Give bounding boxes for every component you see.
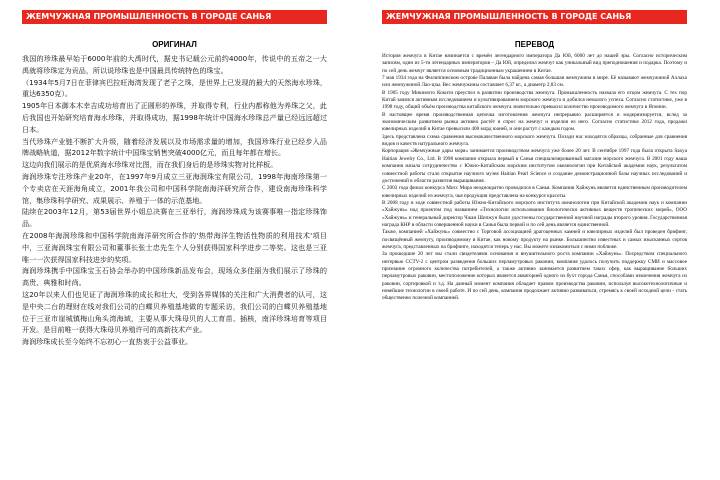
- original-header-banner: ЖЕМЧУЖНАЯ ПРОМЫШЛЕННОСТЬ В ГОРОДЕ САНЬЯ: [22, 10, 327, 24]
- original-paragraph: 我国的珍珠最早始于6000年前的大禹时代，据史书记载公元前约4000年，传说中的五帝之一大禹就将珍珠定为贡品，所以说珍珠也是中国最具传统特色的珠宝。: [22, 54, 327, 75]
- translation-paragraph: В настоящее время производственная цепочка изготовления жемчуга непрерывно расширяется и модернизируется, вслед за экономическим развитием рынка активно растёт и спрос на жемчуг и изделия из него. Согласно статистике 2012 года, продажи ювелирных изделий в Китае превысили 400 млрд юаней, и они растут с каждым годом.: [382, 111, 687, 133]
- translation-paragraph: История жемчуга в Китае начинается с времён легендарного императора Да Юй, 6000 лет до нашей эры. Согласно историческим записям, один из 5-ти легендарных императоров – Да Юй, определил жемчуг как уникальный вид преподношения и подарка. Поэтому и по сей день жемчуг является основным традиционным украшением в Китае.: [382, 53, 687, 74]
- original-paragraph: 这20年以来人们也见证了海润珍珠的成长和壮大，受到各界媒体的关注和广大消费者的认可，这是中央二台的理财在线对我们公司的白蝶贝养殖基地做的专题采访，我们公司的白蝶贝养殖基地位于三亚市崖城镇梅山角头湾海域，主要从事大珠母贝的人工育苗、插核，南洋珍珠培育等项目开发。是目前唯一获得大珠母贝养殖许可的高新技术产业。: [22, 289, 327, 335]
- original-paragraph: 海润珍珠专注珍珠产业20年，在1997年9月成立三亚海润珠宝有限公司，1998年海南珍珠第一个专卖店在天涯海角成立，2001年我公司和中国科学院南海洋研究所合作，建设南海珍珠科学馆，集珍珠科学研究、成果展示、养殖于一体的示范基地。: [22, 171, 327, 205]
- translation-text: [382, 53, 687, 303]
- translation-paragraph: Корпорация «Жемчужные дары моря» занимается производством жемчуга уже более 20 лет. В сентябре 1997 года была открыта Sanya Haitian Jewelry Co., Ltd. В 1998 компания открыла первый в Санья специализированный магазин морского жемчуга. В 2001 году наша компания начала сотрудничество с Южно-Китайским морским институтом океанологии при Китайской академии наук, результатом совместной работы стало открытие научного музея Haitian Pearl Science и создание демонстрационной базы научных исследований и достижений в области развития выращивания.: [382, 148, 687, 184]
- original-paragraph: 陆续在2003年12月，第53届世界小姐总决赛在三亚举行，海润珍珠成为该赛事唯一指定珍珠饰品。: [22, 207, 327, 229]
- translation-paragraph: За прошедшие 20 лет мы стали свидетелями основания и внушительного роста компании «Хайжунь». Посредством специального интервью CCTV-2 с центром разведения больших перламутровых раковин, компания удалось получить поддержку СМИ и массовое признание огромного количества потребителей, а также активно занимается развитием таких сфер, как выращивание больших перламутровых раковин, местоположение которых является акваторией одного из бухт города Санья, способами извлечения жемчуга из раковин, сортировкой и т.д. На данный момент компания обладает правом производства раковин, используя высокотехнологичные и новейшие технологии в своей работе. И по сей день, компания продолжает активно развиваться, стремясь к своей исходной цели - стать общественно полезной компанией.: [382, 251, 687, 302]
- original-title: ОРИГИНАЛ: [152, 40, 197, 49]
- original-paragraph: 这边向我们展示的是优质海水珍珠对比图，而在我们身后的是珍珠实物对比样板。: [22, 160, 278, 170]
- translation-paragraph: 7 мая 1934 года на Филиппинском острове Палаван была найдена самая большая жемчужина в мире. Её называют жемчужиной Аллаха или жемчужиной Лао-цзы. Вес жемчужины составляет 6,37 кг., а диаметр 2,83 см.: [382, 75, 687, 89]
- translation-header-banner: ЖЕМЧУЖНАЯ ПРОМЫШЛЕННОСТЬ В ГОРОДЕ САНЬЯ: [382, 10, 687, 24]
- original-paragraph: （1934年5月7日在菲律宾巴拉旺海湾发现了老子之珠，是世界上已发现的最大的天然海水珍珠，重达6350克）。: [22, 77, 327, 99]
- original-paragraph: 1905年日本御本木幸吉成功培育出了正圆形的养珠，并取得专利，行业内都称他为养珠之父，此后我国也开始研究培育海水珍珠，并取得成功，据1998年统计中国海水珍珠总产量已经远远超过日本。: [22, 101, 327, 134]
- original-paragraph: 在2008年海润珍珠和中国科学院南海洋研究所合作的'热带海洋生物活性物质的利用技术'项目中，三亚海润珠宝有限公司和董事长张士忠先生个人分别获得国家科学进步二等奖。这也是三亚唯一一次获得国家科技进步的奖项。: [22, 230, 327, 264]
- original-column: [22, 10, 327, 348]
- original-text: [22, 53, 327, 348]
- translation-paragraph: В 1905 году Микимото Кокити преуспел в развитии производства жемчуга. Промышленность назвала его отцом жемчуга. С тех пор Китай занялся активным исследованием и культивированием морского жемчуга и добился немалого успеха. Согласно статистике, уже в 1998 году, общий объём производства китайского жемчуга значительно превысил количество производимого жемчуга в Японии.: [382, 89, 687, 111]
- translation-title: ПЕРЕВОД: [514, 40, 555, 49]
- original-paragraph: 海润珍珠携手中国珠宝玉石协会举办的中国珍珠新品发布会，现场众多佳丽为我们展示了珍珠的高贵、典雅和时尚。: [22, 266, 327, 288]
- translation-column: [382, 10, 687, 303]
- original-paragraph: 当代珍珠产业链不断扩大升级，随着经济发展以及市场需求量的增加，我国珍珠行业已经步入品牌战略轨道，据2012年数字统计中国珠宝销售突破4000亿元，而且每年都在增长。: [22, 136, 327, 158]
- translation-paragraph: С 2003 года финал конкурса Мисс Мира неоднократно проводился в Санья. Компания Хайжунь является единственным производителем ювелирных изделий из жемчуга, чья продукция представлена на конкурсе красоты.: [382, 185, 687, 199]
- original-paragraph: 海润珍珠成长至今始终不忘初心一直热衷于公益事业。: [22, 337, 193, 347]
- translation-paragraph: Также, компанией «Хайжунь» совместно с Торговой ассоциацией драгоценных камней и ювелирных изделий был проведен брифинг, посвящённый жемчугу, производимому в Китае, как новому продукту на рынке. Большинство известных и самых изысканных сортов жемчуга, представленных на брифинге, находятся теперь у нас. Вы можете ознакомиться с ними поближе.: [382, 229, 687, 250]
- translation-paragraph: В 2008 году в ходе совместной работы Южно-Китайского морского института океанологии при Китайской академии наук и компании «Хайжунь» над проектом под названием «Технологии использования биологически активных веществ тропических морей», ООО «Хайжунь» и генеральный директор Чжан Шичжун были удостоены государственной научной награды второго уровня. Государственная награда КНР в области совершенной науки в Санья была первой и по сей день является единственной.: [382, 199, 687, 228]
- translation-paragraph: Здесь представлена схема сравнения высококачественного морского жемчуга. Позади нас находятся образцы, собранные для сравнения видов и качеств натурального жемчуга.: [382, 133, 687, 148]
